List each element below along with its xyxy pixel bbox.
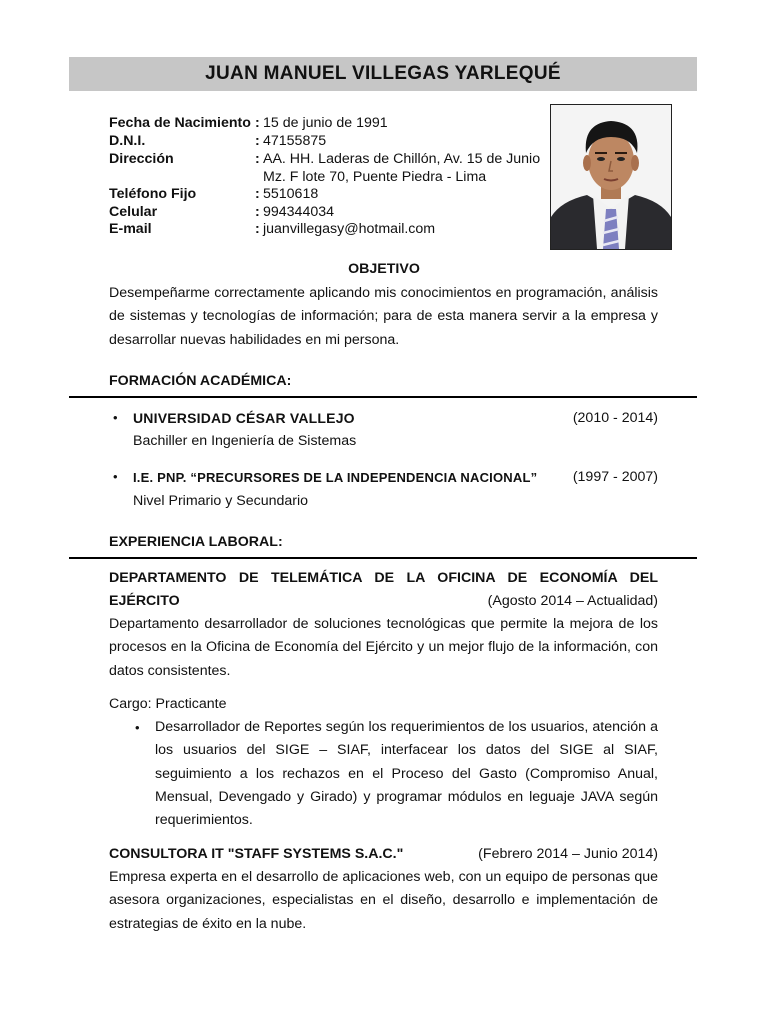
- job2-description: Empresa experta en el desarrollo de aplicaciones web, con un equipo de personas que asesora organizaciones, especialistas en el diseño, desarrollo e implementación de estrategias de éxito en la nube.: [109, 869, 658, 932]
- dni-value: 47155875: [263, 133, 327, 149]
- mobile-value: 994344034: [263, 204, 335, 220]
- objective-text: Desempeñarme correctamente aplicando mis conocimientos en programación, análisis de sistemas y tecnologías de información; para de esta manera servir a la empresa y desarrollar nuevas habilidades en mi persona.: [109, 285, 658, 348]
- dni-label: D.N.I.: [109, 133, 146, 149]
- email-colon: :: [255, 221, 260, 237]
- birth-label: Fecha de Nacimiento: [109, 115, 251, 131]
- job1-title-line1: DEPARTAMENTO DE TELEMÁTICA DE LA OFICINA DE ECONOMÍA DEL: [109, 570, 658, 586]
- profile-photo: [550, 104, 672, 250]
- birth-value: 15 de junio de 1991: [263, 115, 388, 131]
- address-colon: :: [255, 151, 260, 167]
- address-value-line2: Mz. F lote 70, Puente Piedra - Lima: [263, 169, 487, 185]
- job1-task-bullet: •: [135, 720, 140, 735]
- education-institution-2: I.E. PNP. “PRECURSORES DE LA INDEPENDENCIA NACIONAL”: [133, 470, 538, 485]
- mobile-colon: :: [255, 204, 260, 220]
- education-years-2: (1997 - 2007): [572, 469, 658, 485]
- education-institution-1: UNIVERSIDAD CÉSAR VALLEJO: [133, 410, 355, 426]
- phone-value: 5510618: [263, 186, 319, 202]
- education-detail-2: Nivel Primario y Secundario: [133, 493, 309, 509]
- job1-task: Desarrollador de Reportes según los requerimientos de los usuarios, atención a los usuarios del SIGE – SIAF, interfacear los datos del SIGE al SIAF, seguimiento a los rechazos en el Proceso del Gasto (Compromiso Anual, Mensual, Devengado y Girado) y programar módulos en leguaje JAVA según requerimientos.: [155, 719, 658, 829]
- email-value: juanvillegasy@hotmail.com: [263, 221, 436, 237]
- objective-heading: [0, 261, 768, 277]
- job2-period: (Febrero 2014 – Junio 2014): [478, 846, 658, 862]
- job1-role: Cargo: Practicante: [109, 696, 227, 712]
- candidate-name: JUAN MANUEL VILLEGAS YARLEQUÉ: [205, 63, 561, 84]
- mobile-label: Celular: [109, 204, 158, 220]
- education-heading: FORMACIÓN ACADÉMICA:: [109, 373, 292, 389]
- education-years-1: (2010 - 2014): [572, 410, 658, 426]
- phone-label: Teléfono Fijo: [109, 186, 197, 202]
- education-bullet-1: •: [113, 410, 118, 425]
- job2-title: CONSULTORA IT "STAFF SYSTEMS S.A.C.": [109, 846, 404, 862]
- education-divider: [69, 396, 697, 398]
- experience-divider: [69, 557, 697, 559]
- portrait-image: [551, 105, 671, 249]
- birth-colon: :: [255, 115, 260, 131]
- experience-heading: EXPERIENCIA LABORAL:: [109, 534, 283, 550]
- address-label: Dirección: [109, 151, 174, 167]
- education-bullet-2: •: [113, 469, 118, 484]
- education-detail-1: Bachiller en Ingeniería de Sistemas: [133, 433, 357, 449]
- objective-heading-text: OBJETIVO: [348, 261, 420, 277]
- phone-colon: :: [255, 186, 260, 202]
- job1-title-line2: EJÉRCITO: [109, 593, 180, 609]
- job1-description: Departamento desarrollador de soluciones tecnológicas que permite la mejora de los procesos en la Oficina de Economía del Ejército y un mejor flujo de la información, con datos consistentes.: [109, 616, 658, 679]
- name-title-bar: [69, 57, 697, 91]
- address-value-line1: AA. HH. Laderas de Chillón, Av. 15 de Junio: [263, 151, 541, 167]
- dni-colon: :: [255, 133, 260, 149]
- job1-period: (Agosto 2014 – Actualidad): [487, 593, 658, 609]
- email-label: E-mail: [109, 221, 152, 237]
